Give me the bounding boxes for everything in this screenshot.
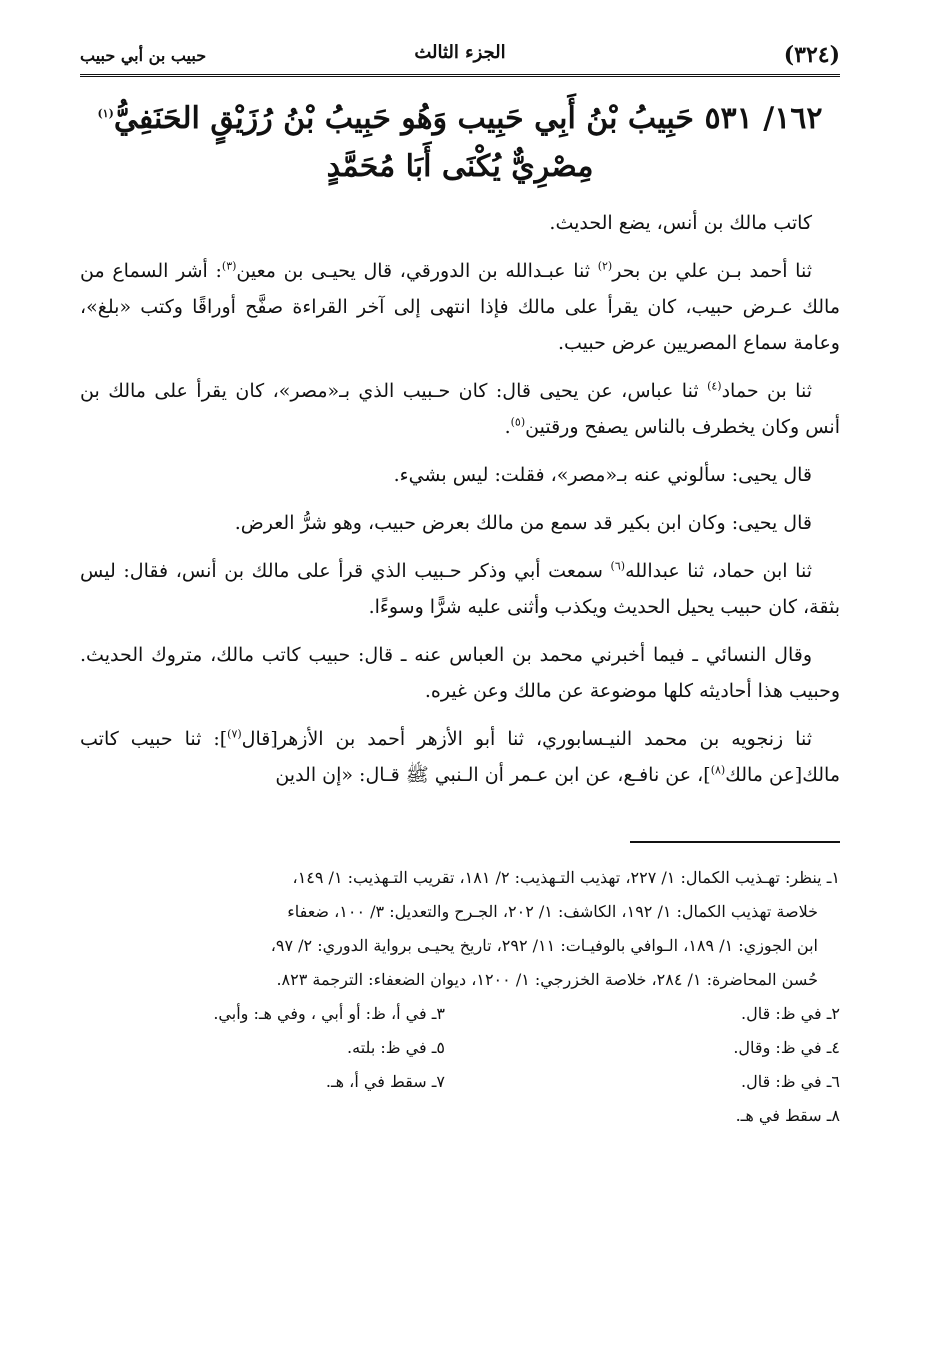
body-text — [80, 205, 840, 793]
footnote-separator — [630, 841, 840, 843]
paragraph-text: ثنا زنجويه بن محمد النيـسابوري، ثنا أبو الأزهر أحمد بن الأزهر[قال — [241, 728, 812, 750]
paragraph-text: قال يحيى: سألوني عنه بـ«مصر»، فقلت: ليس بشيء. — [393, 464, 812, 486]
paragraph-text: ثنا بن حماد — [721, 380, 812, 402]
paragraph-text: كاتب مالك بن أنس، يضع الحديث. — [549, 212, 812, 234]
page-header — [80, 34, 840, 77]
footnote-ref[interactable]: (٣) — [221, 259, 237, 273]
paragraph — [80, 637, 840, 709]
footnote-1-line-3: ابن الجوزي: ١/ ١٨٩، الـوافي بالوفيـات: ١١/ ٢٩٢، تاريخ يحيـى برواية الدوري: ٢/ ٩٧، — [270, 936, 818, 955]
footnote-1 — [80, 861, 840, 997]
part-title: الجزء الثالث — [414, 42, 506, 63]
footnote-ref[interactable]: (٥) — [510, 415, 526, 429]
paragraph — [80, 457, 840, 493]
paragraph-text: ثنا أحمد بـن علي بن بحر — [612, 260, 812, 282]
footnote-ref[interactable]: (٨) — [710, 763, 726, 777]
paragraph-text: قال يحيى: وكان ابن بكير قد سمع من مالك بعرض حبيب، وهو شرُّ العرض. — [234, 512, 812, 534]
footnote-ref[interactable]: (٧) — [227, 727, 242, 741]
running-head: حبيب بن أبي حبيب — [80, 46, 207, 65]
footnotes — [80, 861, 840, 1133]
paragraph-text: ثنا عبـدالله بن الدورقي، قال يحيـى بن معين — [236, 260, 598, 282]
entry-title-line-2: مِصْرِيٌّ يُكْنَى أَبَا مُحَمَّدٍ — [326, 149, 594, 184]
paragraph — [80, 373, 840, 445]
footnote-3: ٣ـ في أ، ظ: أو أبي ، وفي هـ: وأبي. — [213, 1004, 445, 1023]
footnote-ref[interactable]: (٢) — [597, 259, 613, 273]
footnote-5: ٥ـ في ظ: بلته. — [347, 1038, 445, 1057]
footnote-ref[interactable]: (٤) — [707, 379, 722, 393]
entry-title-line-1 — [80, 95, 840, 143]
footnote-6: ٦ـ في ظ: قال. — [741, 1072, 840, 1091]
paragraph — [80, 721, 840, 793]
footnotes-short — [80, 997, 840, 1133]
paragraph-text: ثنا ابن حماد، ثنا عبدالله — [625, 560, 812, 582]
footnote-7: ٧ـ سقط في أ، هـ. — [325, 1072, 445, 1091]
paragraph — [80, 205, 840, 241]
footnote-ref[interactable]: (١) — [97, 107, 114, 120]
paragraph-text: سمعت أبي وذكر حـبيب الذي قرأ على مالك بن أنس، فقال: ليس بثقة، كان حبيب يحيل الحديث ويكذب وأثنى عليه شرًّا وسوءًا. — [80, 560, 840, 618]
paragraph-text: . — [504, 416, 511, 438]
paragraph-text: وقال النسائي ـ فيما أخبرني محمد بن العباس عنه ـ قال: حبيب كاتب مالك، متروك الحديث. وحبيب هذا أحاديثه كلها موضوعة عن مالك وعن غيره. — [80, 644, 840, 702]
paragraph-text: ثنا عباس، عن يحيى قال: كان حـبيب الذي بـ«مصر»، كان يقرأ على مالك بن أنس وكان يخطرف بالناس يصفح ورقتين — [80, 380, 840, 438]
paragraph — [80, 253, 840, 361]
paragraph-text: ]: ثنا حبيب كاتب مالك[عن مالك — [80, 728, 840, 786]
paragraph-text: ]، عن نافـع، عن ابن عـمر أن الـنبي ﷺ قـال: «إن الدين — [275, 764, 711, 786]
paragraph — [80, 553, 840, 625]
footnote-2: ٢ـ في ظ: قال. — [741, 1004, 840, 1023]
footnote-4: ٤ـ في ظ: وقال. — [733, 1038, 840, 1057]
footnote-ref[interactable]: (٦) — [610, 559, 626, 573]
footnote-1-line-4: حُسن المحاضرة: ١/ ٢٨٤، خلاصة الخزرجي: ١/ ١٢٠٠، ديوان الضعفاء: الترجمة ٨٢٣. — [276, 970, 818, 989]
book-page — [80, 34, 840, 1334]
paragraph-text: : أشر السماع من مالك عـرض حبيب، كان يقرأ على مالك فإذا انتهى إلى آخر القراءة صفَّح أوراقًا وكتب «بلغ»، وعامة سماع المصريين عرض حبيب. — [80, 260, 840, 354]
page-number: (٣٢٤) — [783, 42, 840, 68]
paragraph — [80, 505, 840, 541]
footnote-8: ٨ـ سقط في هـ. — [735, 1106, 840, 1125]
footnote-1-line-2: خلاصة تهذيب الكمال: ١/ ١٩٢، الكاشف: ١/ ٢٠٢، الجـرح والتعديل: ٣/ ١٠٠، ضعفاء — [287, 902, 818, 921]
entry-title-line-1-text: ١٦٢/ ٥٣١ حَبِيبُ بْنُ أَبِي حَبِيب وَهُو حَبِيبُ بْنُ رُزَيْقٍ الحَنَفِيُّ — [113, 101, 823, 136]
entry-title — [80, 95, 840, 191]
footnote-1-line-1: ١ـ ينظر: تهـذيب الكمال: ١/ ٢٢٧، تهذيب التـهذيب: ٢/ ١٨١، تقريب التـهذيب: ١/ ١٤٩، — [292, 868, 840, 887]
